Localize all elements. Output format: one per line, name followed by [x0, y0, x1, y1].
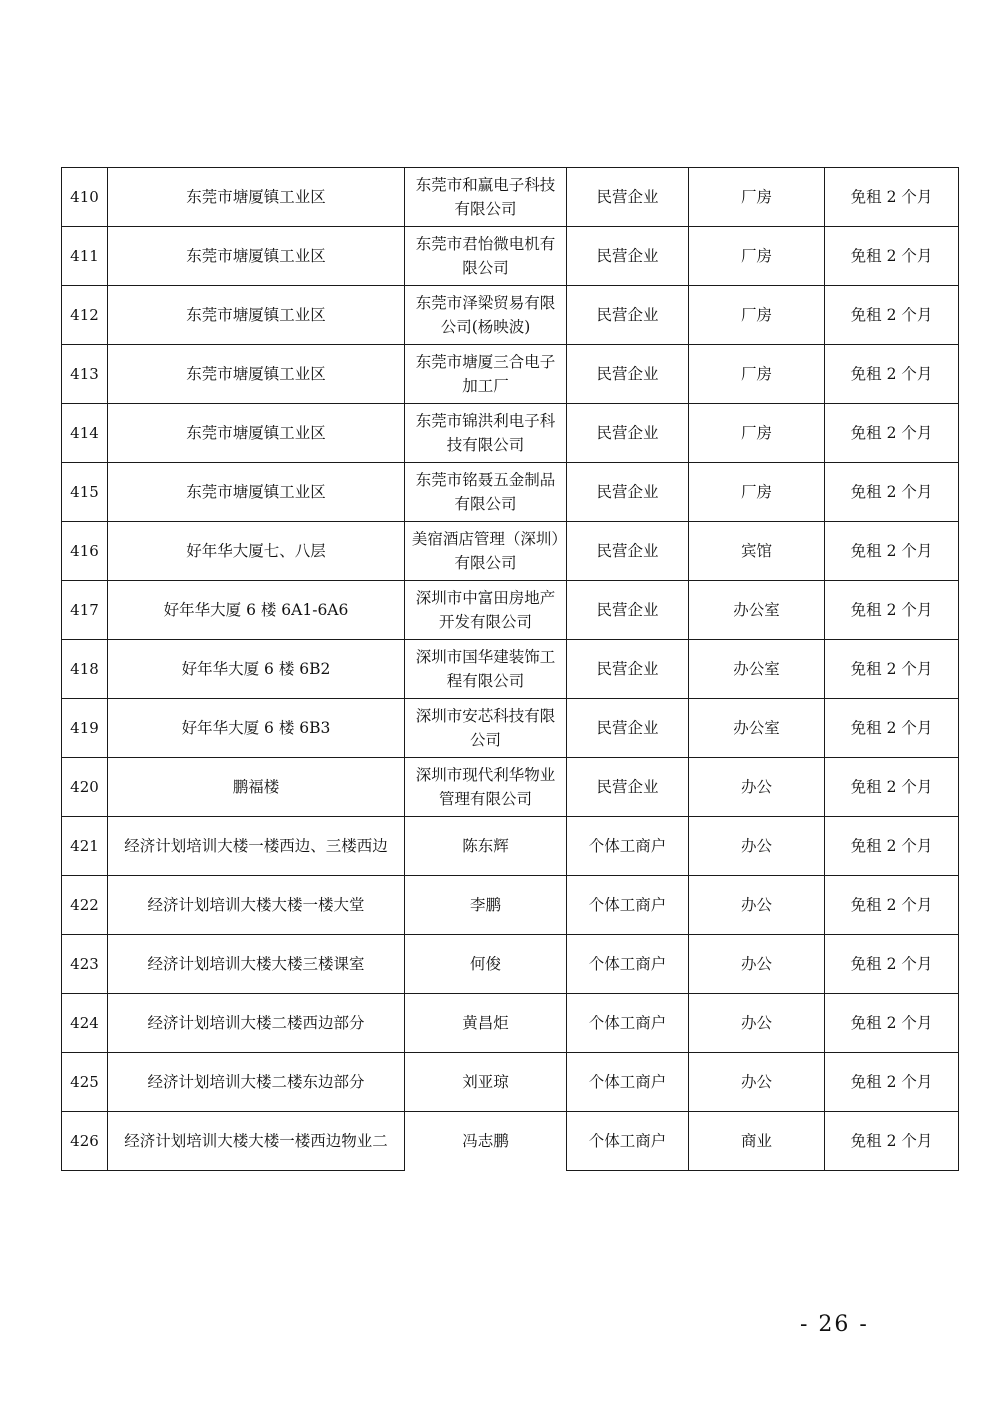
- tenant-type-cell: 民营企业: [567, 699, 689, 758]
- usage-cell: 商业: [689, 1112, 825, 1171]
- relief-cell: 免租 2 个月: [825, 463, 959, 522]
- row-number-cell: 412: [62, 286, 108, 345]
- usage-cell: 办公: [689, 1053, 825, 1112]
- row-number-cell: 426: [62, 1112, 108, 1171]
- tenant-cell: 陈东辉: [405, 817, 567, 876]
- tenant-cell: 深圳市中富田房地产开发有限公司: [405, 581, 567, 640]
- row-number-cell: 414: [62, 404, 108, 463]
- row-number-cell: 419: [62, 699, 108, 758]
- relief-cell: 免租 2 个月: [825, 168, 959, 227]
- relief-cell: 免租 2 个月: [825, 699, 959, 758]
- table-row: [62, 1053, 959, 1112]
- usage-cell: 办公: [689, 935, 825, 994]
- row-number-cell: 411: [62, 227, 108, 286]
- relief-cell: 免租 2 个月: [825, 640, 959, 699]
- tenant-cell: 美宿酒店管理（深圳）有限公司: [405, 522, 567, 581]
- tenant-type-cell: 民营企业: [567, 168, 689, 227]
- table-row: [62, 581, 959, 640]
- location-cell: 好年华大厦七、八层: [108, 522, 405, 581]
- tenant-type-cell: 民营企业: [567, 463, 689, 522]
- usage-cell: 办公室: [689, 581, 825, 640]
- usage-cell: 办公: [689, 817, 825, 876]
- table-row: [62, 935, 959, 994]
- relief-cell: 免租 2 个月: [825, 286, 959, 345]
- row-number-cell: 425: [62, 1053, 108, 1112]
- usage-cell: 厂房: [689, 227, 825, 286]
- location-cell: 鹏福楼: [108, 758, 405, 817]
- usage-cell: 办公室: [689, 699, 825, 758]
- tenant-type-cell: 个体工商户: [567, 817, 689, 876]
- table-row: [62, 640, 959, 699]
- usage-cell: 厂房: [689, 463, 825, 522]
- table-row: [62, 168, 959, 227]
- usage-cell: 宾馆: [689, 522, 825, 581]
- table-body: [62, 168, 959, 1171]
- relief-cell: 免租 2 个月: [825, 522, 959, 581]
- rent-relief-table: [61, 167, 959, 1171]
- tenant-type-cell: 民营企业: [567, 640, 689, 699]
- location-cell: 好年华大厦 6 楼 6A1-6A6: [108, 581, 405, 640]
- tenant-cell: 东莞市君怡微电机有限公司: [405, 227, 567, 286]
- row-number-cell: 415: [62, 463, 108, 522]
- table-row: [62, 1112, 959, 1171]
- relief-cell: 免租 2 个月: [825, 758, 959, 817]
- tenant-type-cell: 民营企业: [567, 581, 689, 640]
- location-cell: 经济计划培训大楼二楼西边部分: [108, 994, 405, 1053]
- relief-cell: 免租 2 个月: [825, 1053, 959, 1112]
- location-cell: 东莞市塘厦镇工业区: [108, 463, 405, 522]
- tenant-type-cell: 个体工商户: [567, 876, 689, 935]
- relief-cell: 免租 2 个月: [825, 404, 959, 463]
- location-cell: 东莞市塘厦镇工业区: [108, 227, 405, 286]
- relief-cell: 免租 2 个月: [825, 227, 959, 286]
- relief-cell: 免租 2 个月: [825, 581, 959, 640]
- row-number-cell: 417: [62, 581, 108, 640]
- row-number-cell: 423: [62, 935, 108, 994]
- location-cell: 好年华大厦 6 楼 6B2: [108, 640, 405, 699]
- table-row: [62, 286, 959, 345]
- table-row: [62, 404, 959, 463]
- tenant-cell: 李鹏: [405, 876, 567, 935]
- usage-cell: 办公: [689, 994, 825, 1053]
- usage-cell: 办公: [689, 876, 825, 935]
- usage-cell: 办公室: [689, 640, 825, 699]
- tenant-cell: 深圳市安芯科技有限公司: [405, 699, 567, 758]
- tenant-cell: 刘亚琼: [405, 1053, 567, 1112]
- tenant-cell: 东莞市和赢电子科技有限公司: [405, 168, 567, 227]
- location-cell: 经济计划培训大楼一楼西边、三楼西边: [108, 817, 405, 876]
- table-row: [62, 522, 959, 581]
- usage-cell: 办公: [689, 758, 825, 817]
- tenant-type-cell: 个体工商户: [567, 935, 689, 994]
- row-number-cell: 410: [62, 168, 108, 227]
- tenant-cell: 何俊: [405, 935, 567, 994]
- row-number-cell: 413: [62, 345, 108, 404]
- location-cell: 经济计划培训大楼大楼三楼课室: [108, 935, 405, 994]
- table-row: [62, 817, 959, 876]
- tenant-cell: 深圳市国华建装饰工程有限公司: [405, 640, 567, 699]
- row-number-cell: 422: [62, 876, 108, 935]
- tenant-cell: 黄昌炬: [405, 994, 567, 1053]
- tenant-type-cell: 民营企业: [567, 345, 689, 404]
- tenant-type-cell: 个体工商户: [567, 1112, 689, 1171]
- relief-cell: 免租 2 个月: [825, 1112, 959, 1171]
- tenant-cell: 东莞市泽梁贸易有限公司(杨映波): [405, 286, 567, 345]
- table-row: [62, 758, 959, 817]
- tenant-type-cell: 民营企业: [567, 404, 689, 463]
- location-cell: 好年华大厦 6 楼 6B3: [108, 699, 405, 758]
- tenant-cell: 东莞市铭聂五金制品有限公司: [405, 463, 567, 522]
- tenant-type-cell: 民营企业: [567, 758, 689, 817]
- table-row: [62, 463, 959, 522]
- relief-cell: 免租 2 个月: [825, 876, 959, 935]
- location-cell: 东莞市塘厦镇工业区: [108, 286, 405, 345]
- tenant-cell: 东莞市锦洪利电子科技有限公司: [405, 404, 567, 463]
- tenant-cell: 东莞市塘厦三合电子加工厂: [405, 345, 567, 404]
- usage-cell: 厂房: [689, 404, 825, 463]
- location-cell: 东莞市塘厦镇工业区: [108, 168, 405, 227]
- tenant-type-cell: 民营企业: [567, 522, 689, 581]
- usage-cell: 厂房: [689, 286, 825, 345]
- tenant-cell: 冯志鹏: [405, 1112, 567, 1171]
- location-cell: 经济计划培训大楼大楼一楼大堂: [108, 876, 405, 935]
- tenant-cell: 深圳市现代利华物业管理有限公司: [405, 758, 567, 817]
- row-number-cell: 420: [62, 758, 108, 817]
- row-number-cell: 418: [62, 640, 108, 699]
- location-cell: 经济计划培训大楼大楼一楼西边物业二: [108, 1112, 405, 1171]
- table-row: [62, 876, 959, 935]
- relief-cell: 免租 2 个月: [825, 994, 959, 1053]
- table-row: [62, 345, 959, 404]
- usage-cell: 厂房: [689, 168, 825, 227]
- row-number-cell: 421: [62, 817, 108, 876]
- location-cell: 东莞市塘厦镇工业区: [108, 404, 405, 463]
- row-number-cell: 424: [62, 994, 108, 1053]
- table-row: [62, 994, 959, 1053]
- location-cell: 东莞市塘厦镇工业区: [108, 345, 405, 404]
- tenant-type-cell: 个体工商户: [567, 994, 689, 1053]
- relief-cell: 免租 2 个月: [825, 345, 959, 404]
- tenant-type-cell: 民营企业: [567, 227, 689, 286]
- relief-cell: 免租 2 个月: [825, 817, 959, 876]
- location-cell: 经济计划培训大楼二楼东边部分: [108, 1053, 405, 1112]
- relief-cell: 免租 2 个月: [825, 935, 959, 994]
- table-row: [62, 227, 959, 286]
- row-number-cell: 416: [62, 522, 108, 581]
- tenant-type-cell: 民营企业: [567, 286, 689, 345]
- table-row: [62, 699, 959, 758]
- page-number: - 26 -: [800, 1312, 869, 1337]
- usage-cell: 厂房: [689, 345, 825, 404]
- tenant-type-cell: 个体工商户: [567, 1053, 689, 1112]
